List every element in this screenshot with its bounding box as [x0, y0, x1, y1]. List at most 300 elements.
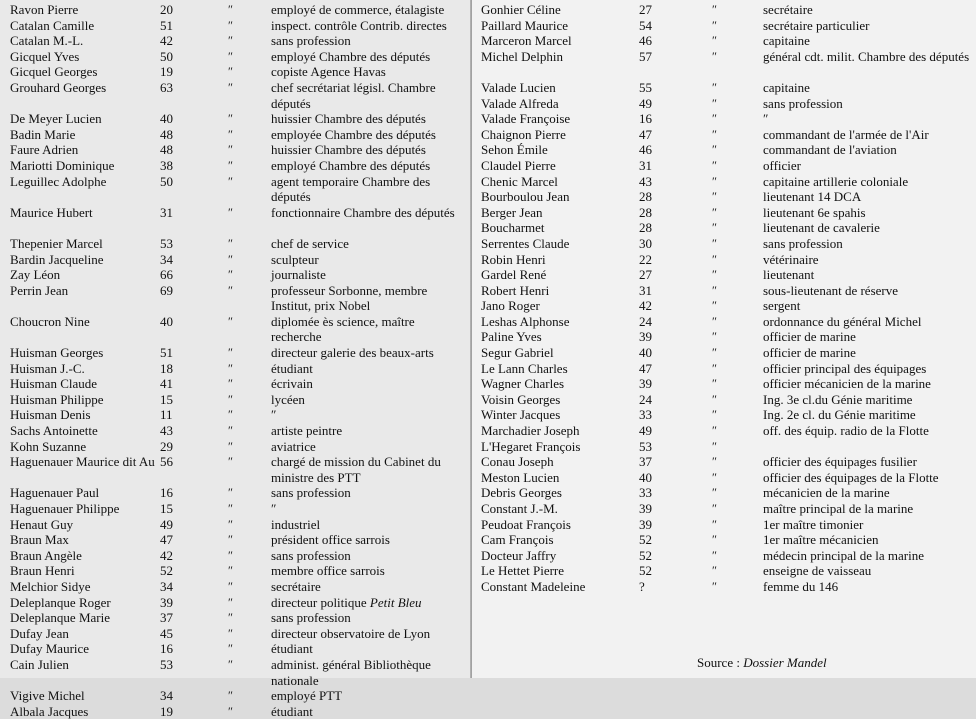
table-row — [472, 174, 976, 190]
table-row — [472, 314, 976, 330]
occupation: directeur politique Petit Bleu — [271, 594, 422, 610]
table-row — [472, 407, 976, 423]
ditto-mark: ″ — [712, 407, 717, 422]
table-row — [0, 283, 472, 314]
person-age: 63 — [160, 79, 173, 95]
ditto-mark: ″ — [712, 376, 717, 391]
person-age: 54 — [639, 17, 652, 33]
person-name: Ravon Pierre — [10, 2, 79, 17]
person-name: Thepenier Marcel — [10, 235, 103, 251]
occupation: lieutenant 14 DCA — [763, 189, 862, 205]
person-age: 40 — [639, 469, 652, 485]
table-row — [0, 49, 472, 65]
table-row — [0, 626, 472, 642]
person-name: Bardin Jacqueline — [10, 251, 104, 267]
table-row — [472, 111, 976, 127]
occupation: huissier Chambre des députés — [271, 111, 426, 127]
person-age: 52 — [639, 547, 652, 563]
occupation: étudiant — [271, 703, 313, 719]
occupation: aviatrice — [271, 438, 316, 454]
occupation: mécanicien de la marine — [763, 485, 890, 501]
person-age: 52 — [639, 532, 652, 548]
person-age: 18 — [160, 360, 173, 376]
person-name: Deleplanque Roger — [10, 594, 111, 610]
person-age: 40 — [639, 345, 652, 361]
ditto-mark: ″ — [712, 282, 717, 297]
ditto-mark: ″ — [228, 547, 233, 562]
occupation: officier de marine — [763, 345, 856, 361]
person-age: 15 — [160, 501, 173, 516]
ditto-mark: ″ — [712, 48, 717, 63]
person-name: Huisman J.-C. — [10, 360, 85, 376]
occupation: ″ — [271, 501, 277, 516]
ditto-mark: ″ — [712, 79, 717, 94]
person-name: Mariotti Dominique — [10, 157, 115, 173]
occupation: ″ — [271, 407, 277, 423]
occupation: chef secrétariat législ. Chambre députés — [271, 79, 436, 111]
person-age: 40 — [160, 313, 173, 329]
person-age: 42 — [639, 298, 652, 314]
source-note — [697, 655, 827, 671]
occupation: officier des équipages de la Flotte — [763, 469, 939, 485]
occupation: sans profession — [763, 95, 843, 111]
occupation: lieutenant — [763, 267, 815, 283]
occupation: officier — [763, 157, 802, 173]
table-row — [472, 283, 976, 299]
person-age: 43 — [160, 423, 173, 439]
person-age: 39 — [639, 501, 652, 516]
person-age: 48 — [160, 126, 173, 142]
person-name: Gardel René — [481, 267, 547, 283]
person-name: Valade Lucien — [481, 79, 556, 95]
person-age: 15 — [160, 391, 173, 407]
person-age: 41 — [160, 376, 173, 392]
table-row — [472, 158, 976, 174]
ditto-mark: ″ — [228, 267, 233, 282]
table-row — [0, 127, 472, 143]
occupation: journaliste — [271, 267, 326, 283]
occupation: diplomée ès science, maître recherche — [271, 313, 415, 345]
ditto-mark: ″ — [712, 438, 717, 453]
occupation: agent temporaire Chambre des députés — [271, 173, 431, 205]
person-name: Sachs Antoinette — [10, 423, 98, 439]
ditto-mark: ″ — [712, 235, 717, 250]
ditto-mark: ″ — [228, 126, 233, 141]
table-row — [472, 252, 976, 268]
right-table — [472, 2, 976, 595]
person-name: Valade Alfreda — [481, 95, 559, 111]
person-age: 42 — [160, 547, 173, 563]
table-row — [0, 704, 472, 719]
occupation: artiste peintre — [271, 423, 343, 439]
person-name: Debris Georges — [481, 485, 562, 501]
occupation: employé Chambre des députés — [271, 157, 431, 173]
occupation: enseigne de vaisseau — [763, 563, 872, 579]
ditto-mark: ″ — [712, 485, 717, 500]
occupation: capitaine artillerie coloniale — [763, 173, 909, 189]
table-row — [472, 485, 976, 501]
person-name: Paillard Maurice — [481, 17, 568, 33]
occupation: chargé de mission du Cabinet du ministre des PTT — [271, 454, 441, 485]
table-row — [472, 189, 976, 205]
ditto-mark: ″ — [712, 204, 717, 219]
occupation: Ing. 2e cl. du Génie maritime — [763, 407, 916, 423]
newspaper-title: Petit Bleu — [369, 594, 422, 610]
ditto-mark: ″ — [712, 391, 717, 406]
table-row — [472, 501, 976, 517]
person-age: 51 — [160, 17, 173, 33]
table-row — [472, 345, 976, 361]
person-name: Catalan Camille — [10, 17, 95, 33]
person-name: Zay Léon — [10, 267, 61, 283]
table-row — [0, 64, 472, 80]
person-name: Braun Henri — [10, 563, 75, 579]
person-name: Perrin Jean — [10, 282, 69, 298]
person-name: Peudoat François — [481, 516, 571, 532]
ditto-mark: ″ — [228, 563, 233, 578]
person-age: 20 — [160, 2, 173, 17]
person-age: 42 — [160, 33, 173, 49]
occupation: officier des équipages fusilier — [763, 454, 917, 470]
occupation: sergent — [763, 298, 801, 314]
person-name: Bourboulou Jean — [481, 189, 570, 205]
table-row — [0, 314, 472, 345]
ditto-mark: ″ — [228, 501, 233, 515]
person-name: Choucron Nine — [10, 313, 90, 329]
ditto-mark: ″ — [228, 610, 233, 625]
ditto-mark: ″ — [228, 142, 233, 157]
person-age: 38 — [160, 157, 173, 173]
table-row — [0, 267, 472, 283]
occupation: président office sarrois — [271, 532, 390, 548]
person-age: 34 — [160, 251, 173, 267]
occupation: inspect. contrôle Contrib. directes — [271, 17, 447, 33]
table-row — [0, 205, 472, 236]
person-name: Boucharmet — [481, 220, 545, 236]
table-row — [472, 376, 976, 392]
table-row — [0, 18, 472, 34]
table-row — [472, 127, 976, 143]
person-name: Huisman Claude — [10, 376, 98, 392]
ditto-mark: ″ — [712, 173, 717, 188]
person-age: 16 — [160, 641, 173, 657]
person-name: Claudel Pierre — [481, 157, 556, 173]
person-name: Docteur Jaffry — [481, 547, 557, 563]
person-name: Le Lann Charles — [481, 360, 568, 376]
person-name: Le Hettet Pierre — [481, 563, 565, 579]
ditto-mark: ″ — [228, 79, 233, 94]
person-age: 33 — [639, 407, 652, 423]
person-name: Haguenauer Philippe — [10, 501, 120, 516]
person-age: 53 — [160, 235, 173, 251]
table-row — [472, 470, 976, 486]
ditto-mark: ″ — [228, 345, 233, 360]
table-row — [0, 439, 472, 455]
person-age: 31 — [160, 204, 173, 220]
table-row — [0, 532, 472, 548]
person-age: 43 — [639, 173, 652, 189]
person-name: Paline Yves — [481, 329, 542, 345]
person-age: 48 — [160, 142, 173, 158]
person-age: 52 — [639, 563, 652, 579]
occupation: sans profession — [271, 610, 351, 626]
table-row — [472, 33, 976, 49]
occupation: femme du 146 — [763, 578, 839, 594]
ditto-mark: ″ — [228, 48, 233, 63]
person-name: Braun Angèle — [10, 547, 82, 563]
occupation: employé PTT — [271, 688, 343, 704]
ditto-mark: ″ — [228, 641, 233, 656]
table-row — [0, 610, 472, 626]
person-name: Catalan M.-L. — [10, 33, 84, 49]
person-name: Serrentes Claude — [481, 235, 570, 251]
ditto-mark: ″ — [228, 2, 233, 16]
person-name: Badin Marie — [10, 126, 76, 142]
ditto-mark: ″ — [712, 298, 717, 313]
table-row — [0, 2, 472, 18]
person-age: 33 — [639, 485, 652, 501]
person-name: Haguenauer Maurice dit Au — [10, 454, 155, 470]
table-row — [472, 548, 976, 564]
ditto-mark: ″ — [228, 594, 233, 609]
table-row — [472, 361, 976, 377]
table-row — [472, 18, 976, 34]
person-name: Berger Jean — [481, 204, 543, 220]
ditto-mark: ″ — [712, 423, 717, 438]
occupation: Ing. 3e cl.du Génie maritime — [763, 391, 913, 407]
ditto-mark: ″ — [712, 547, 717, 562]
ditto-mark: ″ — [712, 469, 717, 484]
ditto-mark: ″ — [228, 516, 233, 531]
person-age: 56 — [160, 454, 173, 470]
person-age: 16 — [160, 485, 173, 501]
ditto-mark: ″ — [712, 329, 717, 344]
table-row — [0, 376, 472, 392]
table-row — [0, 142, 472, 158]
occupation: commandant de l'aviation — [763, 142, 897, 158]
person-age: 46 — [639, 33, 652, 49]
person-name: Gonhier Céline — [481, 2, 561, 17]
table-row — [472, 298, 976, 314]
person-name: Constant Madeleine — [481, 578, 586, 594]
ditto-mark: ″ — [228, 17, 233, 32]
person-name: Sehon Émile — [481, 142, 548, 158]
table-row — [472, 454, 976, 470]
ditto-mark: ″ — [228, 454, 233, 469]
occupation: 1er maître timonier — [763, 516, 864, 532]
occupation: médecin principal de la marine — [763, 547, 924, 563]
ditto-mark: ″ — [228, 251, 233, 266]
person-age: 39 — [160, 594, 173, 610]
occupation: sous-lieutenant de réserve — [763, 282, 899, 298]
ditto-mark: ″ — [712, 189, 717, 204]
occupation: membre office sarrois — [271, 563, 385, 579]
person-name: Meston Lucien — [481, 469, 560, 485]
person-age: 24 — [639, 391, 652, 407]
occupation: sculpteur — [271, 251, 319, 267]
occupation: chef de service — [271, 235, 349, 251]
table-row — [472, 142, 976, 158]
occupation: huissier Chambre des députés — [271, 142, 426, 158]
table-row — [0, 111, 472, 127]
ditto-mark: ″ — [228, 688, 233, 703]
person-age: 50 — [160, 48, 173, 64]
ditto-mark: ″ — [228, 111, 233, 126]
occupation: industriel — [271, 516, 321, 532]
ditto-mark: ″ — [228, 313, 233, 328]
table-row — [472, 392, 976, 408]
person-age: 28 — [639, 204, 652, 220]
person-age: 16 — [639, 111, 652, 127]
person-age: 51 — [160, 345, 173, 361]
person-age: 45 — [160, 625, 173, 641]
person-age: 49 — [639, 423, 652, 439]
ditto-mark: ″ — [712, 516, 717, 531]
person-name: Cain Julien — [10, 656, 69, 672]
table-row — [0, 174, 472, 205]
table-row — [472, 205, 976, 221]
person-name: Michel Delphin — [481, 48, 563, 64]
table-row — [472, 2, 976, 18]
table-row — [0, 501, 472, 517]
person-name: Leguillec Adolphe — [10, 173, 107, 189]
table-row — [0, 158, 472, 174]
table-row — [0, 345, 472, 361]
table-row — [0, 392, 472, 408]
left-table — [0, 2, 472, 719]
occupation: vétérinaire — [763, 251, 819, 267]
occupation: directeur observatoire de Lyon — [271, 625, 431, 641]
person-name: Faure Adrien — [10, 142, 79, 158]
occupation: étudiant — [271, 360, 313, 376]
occupation: capitaine — [763, 33, 810, 49]
occupation: maître principal de la marine — [763, 501, 914, 516]
ditto-mark: ″ — [228, 703, 233, 718]
occupation: ″ — [763, 111, 769, 127]
table-row — [0, 485, 472, 501]
occupation: 1er maître mécanicien — [763, 532, 879, 548]
occupation: copiste Agence Havas — [271, 64, 386, 80]
occupation: officier principal des équipages — [763, 360, 927, 376]
person-age: 28 — [639, 220, 652, 236]
occupation: directeur galerie des beaux-arts — [271, 345, 434, 361]
table-row — [472, 49, 976, 80]
person-name: Voisin Georges — [481, 391, 561, 407]
occupation: off. des équip. radio de la Flotte — [763, 423, 929, 439]
occupation: sans profession — [271, 485, 351, 501]
occupation: commandant de l'armée de l'Air — [763, 126, 929, 142]
person-age: 37 — [160, 610, 173, 626]
person-age: 27 — [639, 2, 652, 17]
left-page — [0, 0, 472, 719]
ditto-mark: ″ — [712, 251, 717, 266]
ditto-mark: ″ — [712, 220, 717, 235]
source-label: Source : — [697, 655, 744, 670]
person-age: 53 — [160, 656, 173, 672]
person-age: 69 — [160, 282, 173, 298]
occupation: étudiant — [271, 641, 313, 657]
person-age: 39 — [639, 516, 652, 532]
person-age: 27 — [639, 267, 652, 283]
ditto-mark: ″ — [228, 173, 233, 188]
ditto-mark: ″ — [228, 33, 233, 48]
ditto-mark: ″ — [228, 235, 233, 250]
table-row — [0, 361, 472, 377]
occupation: employé de commerce, étalagiste — [271, 2, 445, 17]
occupation: professeur Sorbonne, membre Institut, prix Nobel — [271, 282, 428, 314]
person-name: Gicquel Yves — [10, 48, 80, 64]
ditto-mark: ″ — [712, 157, 717, 172]
table-row — [472, 80, 976, 96]
ditto-mark: ″ — [228, 423, 233, 438]
occupation: officier mécanicien de la marine — [763, 376, 931, 392]
person-name: Cam François — [481, 532, 554, 548]
person-age: 47 — [639, 360, 652, 376]
person-name: Huisman Philippe — [10, 391, 104, 407]
person-name: Chaignon Pierre — [481, 126, 566, 142]
ditto-mark: ″ — [228, 532, 233, 547]
person-name: Robin Henri — [481, 251, 546, 267]
person-age: 34 — [160, 578, 173, 594]
ditto-mark: ″ — [712, 578, 717, 593]
person-name: Henaut Guy — [10, 516, 74, 532]
table-row — [0, 548, 472, 564]
occupation: employé Chambre des députés — [271, 48, 431, 64]
table-row — [0, 688, 472, 704]
table-row — [0, 517, 472, 533]
ditto-mark: ″ — [712, 17, 717, 32]
ditto-mark: ″ — [228, 64, 233, 79]
person-name: Marchadier Joseph — [481, 423, 580, 439]
table-row — [472, 267, 976, 283]
ditto-mark: ″ — [712, 345, 717, 360]
person-name: Dufay Maurice — [10, 641, 90, 657]
person-age: 52 — [160, 563, 173, 579]
ditto-mark: ″ — [712, 126, 717, 141]
occupation: administ. général Bibliothèque nationale — [271, 656, 431, 688]
person-name: Leshas Alphonse — [481, 313, 570, 329]
source-value: Dossier Mandel — [743, 655, 827, 670]
person-age: 31 — [639, 282, 652, 298]
person-age: 46 — [639, 142, 652, 158]
person-name: Melchior Sidye — [10, 578, 91, 594]
table-row — [0, 252, 472, 268]
person-name: L'Hegaret François — [481, 438, 581, 454]
person-name: Dufay Jean — [10, 625, 69, 641]
person-age: 40 — [160, 111, 173, 127]
person-name: Marceron Marcel — [481, 33, 572, 49]
ditto-mark: ″ — [228, 438, 233, 453]
ditto-mark: ″ — [228, 204, 233, 219]
table-row — [0, 579, 472, 595]
table-row — [472, 236, 976, 252]
occupation: sans profession — [763, 235, 843, 251]
table-row — [0, 657, 472, 688]
person-age: 57 — [639, 48, 652, 64]
occupation: secrétaire — [271, 578, 321, 594]
table-row — [0, 423, 472, 439]
person-age: 24 — [639, 313, 652, 329]
person-age: 55 — [639, 79, 652, 95]
person-name: Valade Françoise — [481, 111, 571, 127]
person-name: Chenic Marcel — [481, 173, 558, 189]
person-age: 31 — [639, 157, 652, 173]
ditto-mark: ″ — [228, 282, 233, 297]
person-name: Vigive Michel — [10, 688, 85, 704]
ditto-mark: ″ — [228, 360, 233, 375]
table-row — [0, 33, 472, 49]
person-age: 47 — [639, 126, 652, 142]
